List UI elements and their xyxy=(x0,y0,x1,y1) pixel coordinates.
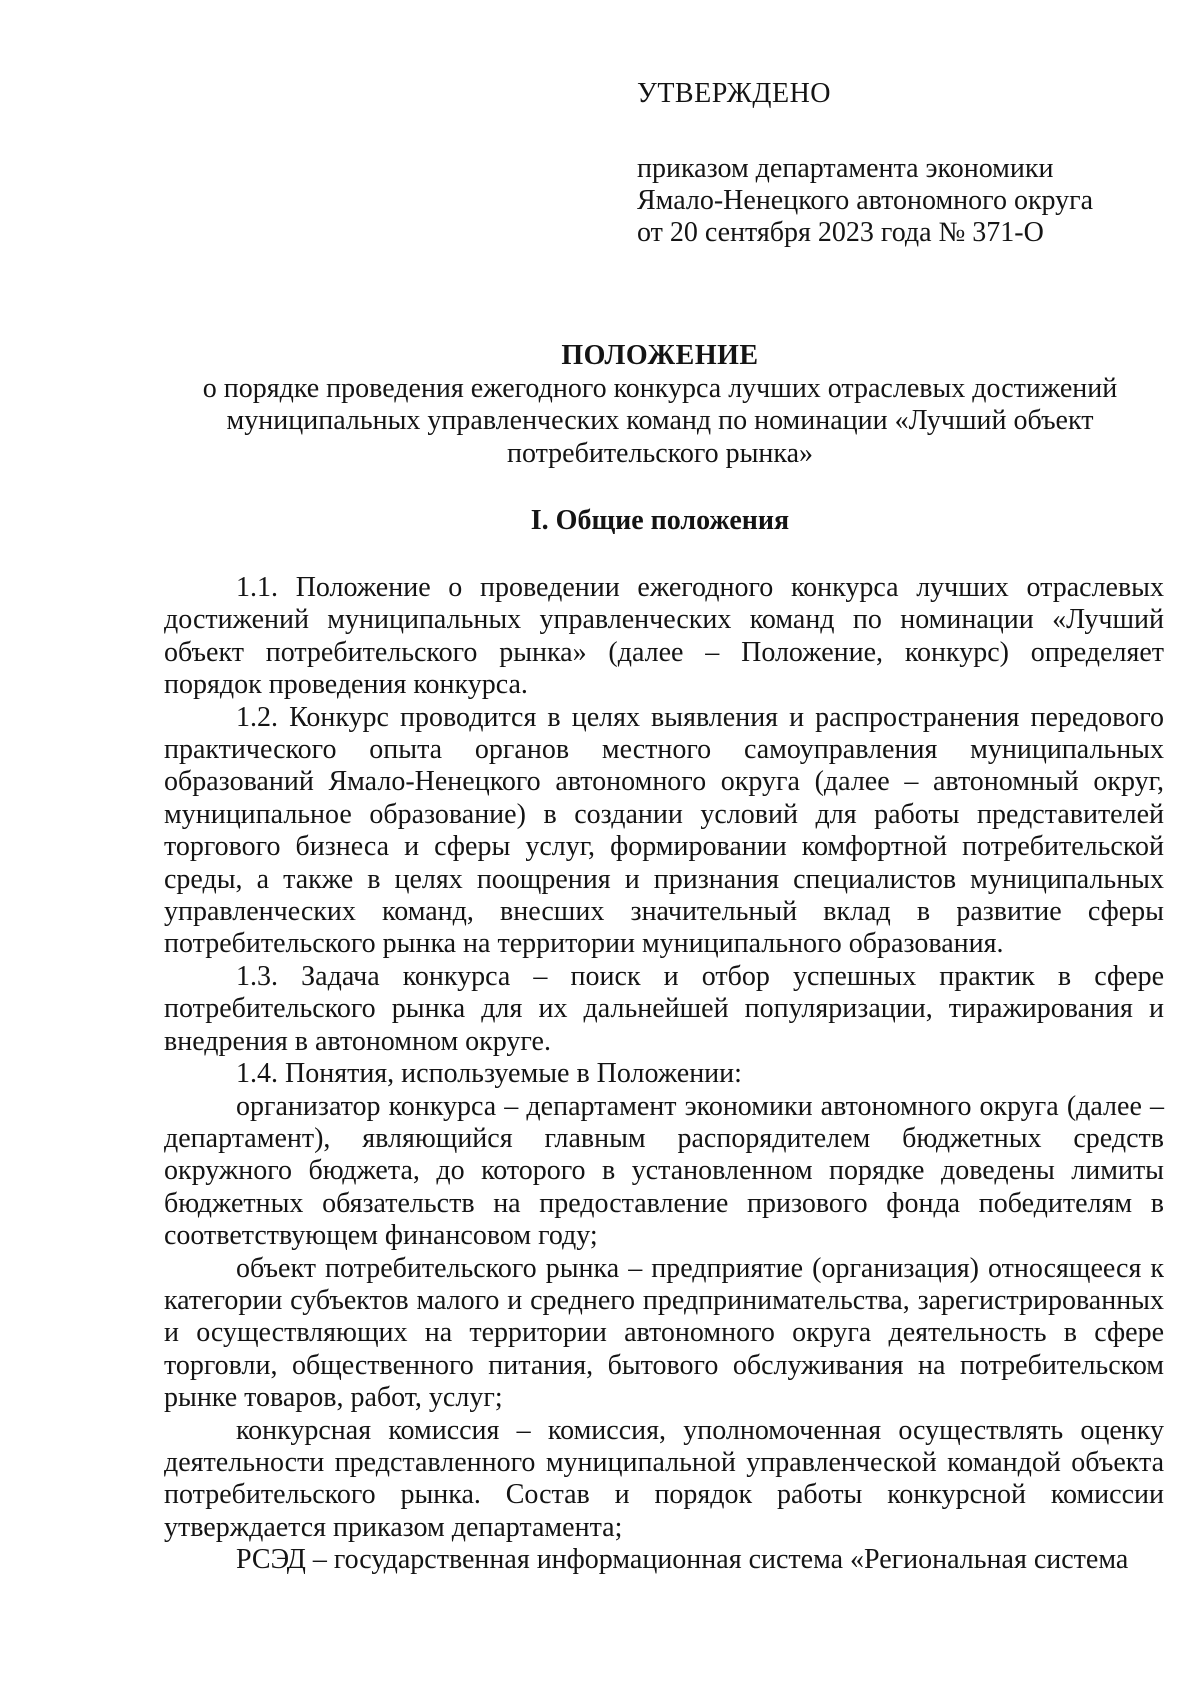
approval-stamp xyxy=(637,78,1157,249)
paragraph-1-3: 1.3. Задача конкурса – поиск и отбор успешных практик в сфере потребительского рынка для их дальнейшей популяризации, тиражирования и внедрения в автономном округе. xyxy=(164,960,1164,1057)
definition-rsed: РСЭД – государственная информационная система «Региональная система xyxy=(236,1544,1129,1576)
approval-title: УТВЕРЖДЕНО xyxy=(637,78,832,109)
paragraph-1-1: 1.1. Положение о проведении ежегодного конкурса лучших отраслевых достижений муниципальных управленческих команд по номинации «Лучший объект потребительского рынка» (далее – Положение, конкурс) определяет порядок проведения конкурса. xyxy=(164,572,1164,701)
definition-organizer: организатор конкурса – департамент экономики автономного округа (далее – департамент), являющийся главным распорядителем бюджетных средств окружного бюджета, до которого в установленном порядке доведены лимиты бюджетных обязательств на предоставление призового фонда победителям в соответствующем финансовом году; xyxy=(164,1090,1164,1252)
definition-market-object: объект потребительского рынка – предприятие (организация) относящееся к категории субъектов малого и среднего предпринимательства, зарегистрированных и осуществляющих на территории автономного округа деятельность в сфере торговли, общественного питания, бытового обслуживания на потребительском рынке товаров, работ, услуг; xyxy=(164,1252,1164,1414)
document-subtitle-line: муниципальных управленческих команд по номинации «Лучший объект xyxy=(226,405,1094,436)
approval-line: Ямало-Ненецкого автономного округа xyxy=(637,185,1094,216)
approval-line: приказом департамента экономики xyxy=(637,153,1054,184)
document-title: ПОЛОЖЕНИЕ xyxy=(561,340,759,371)
document-heading xyxy=(160,340,1160,470)
paragraph-1-2: 1.2. Конкурс проводится в целях выявления и распространения передового практического опыта органов местного самоуправления муниципальных образований Ямало-Ненецкого автономного округа (далее – автономный округ, муниципальное образование) в создании условий для работы представителей торгового бизнеса и сферы услуг, формировании комфортной потребительской среды, а также в целях поощрения и признания специалистов муниципальных управленческих команд, внесших значительный вклад в развитие сферы потребительского рынка на территории муниципального образования. xyxy=(164,701,1164,960)
definition-commission: конкурсная комиссия – комиссия, уполномоченная осуществлять оценку деятельности представленного муниципальной управленческой командой объекта потребительского рынка. Состав и порядок работы конкурсной комиссии утверждается приказом департамента; xyxy=(164,1414,1164,1543)
approval-line: от 20 сентября 2023 года № 371-О xyxy=(637,217,1044,248)
section-title: I. Общие положения xyxy=(530,505,790,536)
document-subtitle-line: о порядке проведения ежегодного конкурса лучших отраслевых достижений xyxy=(202,372,1118,404)
paragraph-1-4: 1.4. Понятия, используемые в Положении: xyxy=(236,1058,742,1090)
document-body xyxy=(164,572,1164,1577)
document-subtitle-line: потребительского рынка» xyxy=(506,437,814,469)
